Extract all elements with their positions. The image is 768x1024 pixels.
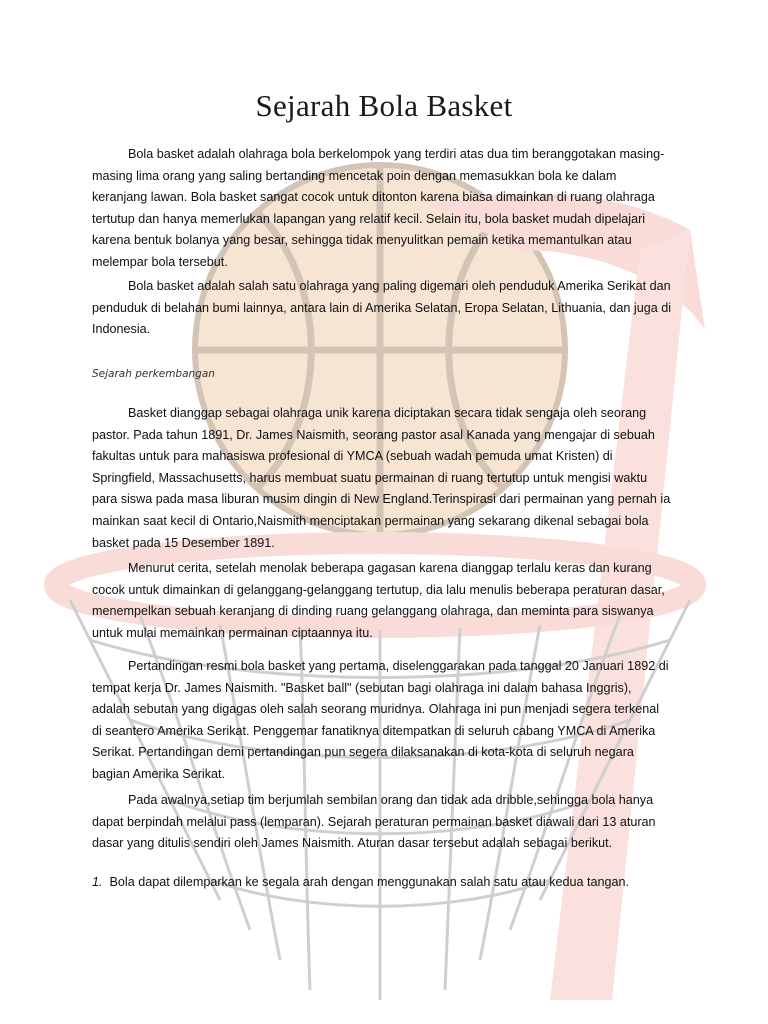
list-item-text: Bola dapat dilemparkan ke segala arah dengan menggunakan salah satu atau kedua tangan.	[109, 875, 630, 889]
paragraph-origin: Basket dianggap sebagai olahraga unik karena diciptakan secara tidak sengaja oleh seorang pastor. Pada tahun 1891, Dr. James Naismith, seorang pastor asal Kanada yang mengajar di sebuah fakultas untuk para mahasiswa profesional di YMCA (sebuah wadah pemuda umat Kristen) di Springfield, Massachusetts, harus membuat suatu permainan di ruang tertutup untuk mengisi waktu para siswa pada masa liburan musim dingin di New England.Terinspirasi dari permainan yang pernah ia mainkan saat kecil di Ontario,Naismith menciptakan permainan yang sekarang dikenal sebagai bola basket pada 15 Desember 1891.	[92, 406, 671, 550]
paragraph-popularity: Bola basket adalah salah satu olahraga yang paling digemari oleh penduduk Amerika Serikat dan penduduk di belahan bumi lainnya, antara lain di Amerika Selatan, Eropa Selatan, Lithuania, dan juga di Indonesia.	[92, 279, 672, 337]
paragraph-story: Menurut cerita, setelah menolak beberapa gagasan karena dianggap terlalu keras dan kurang cocok untuk dimainkan di gelanggang-gelanggang tertutup, dia lalu menulis beberapa peraturan dasar, menempelkan sebuah keranjang di dinding ruang gelanggang olahraga, dan meminta para siswanya untuk mulai memainkan permainan ciptaannya itu.	[92, 561, 665, 640]
paragraph-intro: Bola basket adalah olahraga bola berkelompok yang terdiri atas dua tim beranggotakan masing-masing lima orang yang saling bertanding mencetak poin dengan memasukkan bola ke dalam keranjang lawan. Bola basket sangat cocok untuk ditonton karena biasa dimainkan di ruang olahraga tertutup dan hanya memerlukan lapangan yang relatif kecil. Selain itu, bola basket mudah dipelajari karena bentuk bolanya yang besar, sehingga tidak menyulitkan pemain ketika memantulkan atau melempar bola tersebut.	[92, 147, 665, 269]
list-item-number: 1.	[92, 875, 103, 889]
page-title: Sejarah Bola Basket	[255, 88, 513, 123]
paragraph-rules-intro: Pada awalnya,setiap tim berjumlah sembilan orang dan tidak ada dribble,sehingga bola hanya dapat berpindah melalui pass (lemparan). Sejarah peraturan permainan basket diawali dari 13 aturan dasar yang ditulis sendiri oleh James Naismith. Aturan dasar tersebut adalah sebagai berikut.	[92, 793, 656, 851]
paragraph-first-match: Pertandingan resmi bola basket yang pertama, diselenggarakan pada tanggal 20 Januari 1892 di tempat kerja Dr. James Naismith. "Basket ball" (sebutan bagi olahraga ini dalam bahasa Inggris), adalah sebutan yang digagas oleh salah seorang muridnya. Olahraga ini pun menjadi segera terkenal di seantero Amerika Serikat. Penggemar fanatiknya ditempatkan di seluruh cabang YMCA di Amerika Serikat. Pertandingan demi pertandingan pun segera dilaksanakan di kota-kota di seluruh negara bagian Amerika Serikat.	[92, 659, 669, 781]
section-heading: Sejarah perkembangan	[92, 368, 215, 380]
list-item	[92, 872, 692, 894]
